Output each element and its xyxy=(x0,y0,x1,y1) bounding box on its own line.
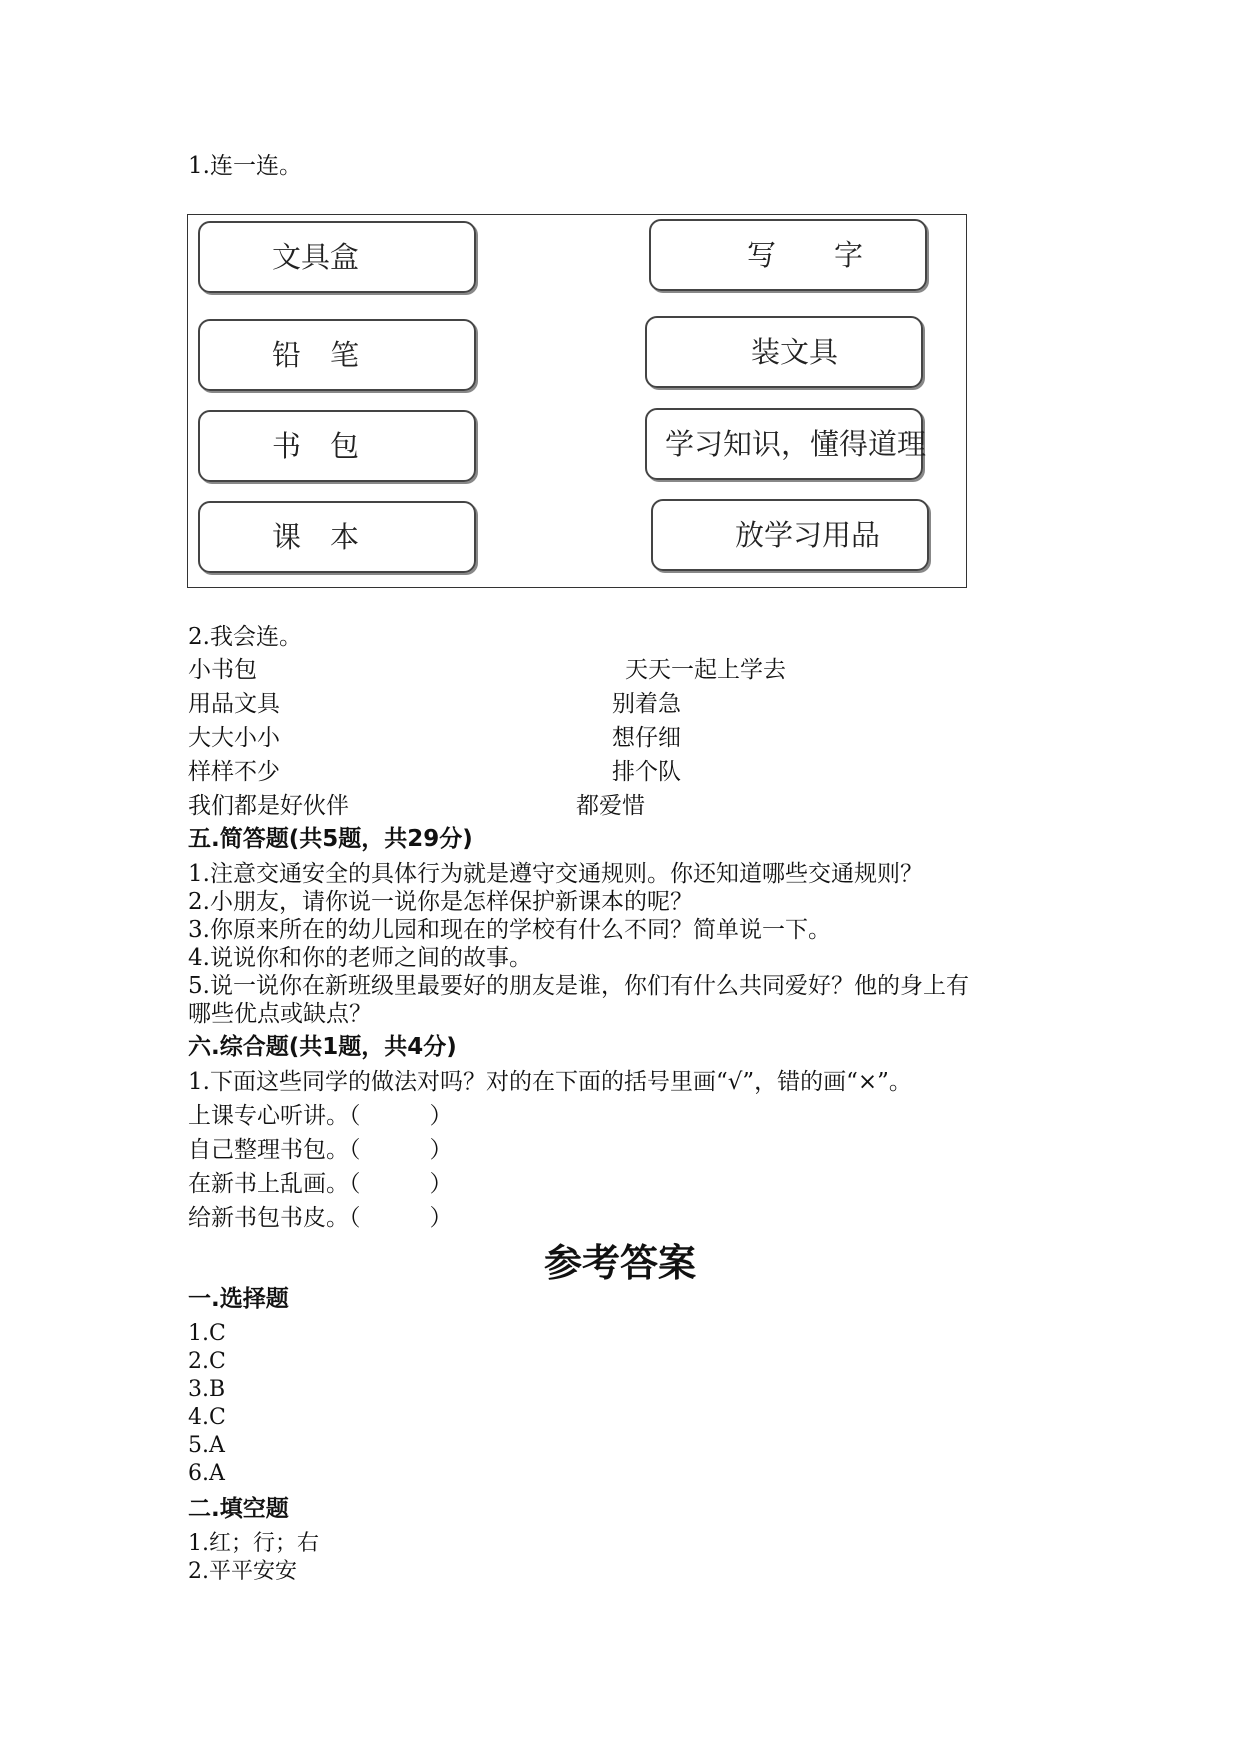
sec6-item-2: 自己整理书包。（ ） xyxy=(188,1137,453,1163)
answer-2-1: 1.红；行；右 xyxy=(188,1531,319,1556)
match-right-box-4: 放学习用品 xyxy=(651,499,929,571)
q2-left-3: 大大小小 xyxy=(188,725,280,751)
section-6-title: 六.综合题(共1题，共4分) xyxy=(188,1034,457,1060)
q2-left-2: 用品文具 xyxy=(188,691,280,717)
q2-left-5: 我们都是好伙伴 xyxy=(188,793,349,819)
match-right-box-2: 装文具 xyxy=(645,316,923,388)
sec5-item-4: 4.说说你和你的老师之间的故事。 xyxy=(188,945,532,971)
match-left-box-3: 书 包 xyxy=(198,410,476,482)
sec5-item-5-cont: 哪些优点或缺点？ xyxy=(188,1001,372,1027)
sec5-item-1: 1.注意交通安全的具体行为就是遵守交通规则。你还知道哪些交通规则？ xyxy=(188,861,923,887)
sec5-item-3: 3.你原来所在的幼儿园和现在的学校有什么不同？简单说一下。 xyxy=(188,917,831,943)
sec5-item-5: 5.说一说你在新班级里最要好的朋友是谁，你们有什么共同爱好？他的身上有 xyxy=(188,973,969,999)
answer-1-2: 2.C xyxy=(188,1349,226,1374)
q1-title: 1.连一连。 xyxy=(188,153,302,179)
answer-section-2-title: 二.填空题 xyxy=(188,1496,289,1522)
sec6-item-4: 给新书包书皮。（ ） xyxy=(188,1205,453,1231)
matching-frame xyxy=(187,214,967,588)
q2-title: 2.我会连。 xyxy=(188,624,302,650)
match-left-box-2: 铅 笔 xyxy=(198,319,476,391)
section-5-title: 五.简答题(共5题，共29分) xyxy=(188,826,473,852)
match-right-box-1: 写 字 xyxy=(649,219,927,291)
q2-left-4: 样样不少 xyxy=(188,759,280,785)
answer-1-6: 6.A xyxy=(188,1461,225,1486)
match-right-box-3: 学习知识，懂得道理 xyxy=(645,408,923,480)
sec6-item-1: 上课专心听讲。（ ） xyxy=(188,1103,453,1129)
answer-1-5: 5.A xyxy=(188,1433,225,1458)
match-left-box-1: 文具盒 xyxy=(198,221,476,293)
sec6-question: 1.下面这些同学的做法对吗？对的在下面的括号里画“√”，错的画“×”。 xyxy=(188,1069,912,1095)
answer-section-1-title: 一.选择题 xyxy=(188,1286,289,1312)
answer-2-2: 2.平平安安 xyxy=(188,1559,297,1584)
q2-right-4: 排个队 xyxy=(612,759,681,785)
q2-right-1: 天天一起上学去 xyxy=(625,657,786,683)
answer-1-4: 4.C xyxy=(188,1405,226,1430)
sec6-item-3: 在新书上乱画。（ ） xyxy=(188,1171,453,1197)
answer-1-1: 1.C xyxy=(188,1321,226,1346)
q2-right-3: 想仔细 xyxy=(612,725,681,751)
match-left-box-4: 课 本 xyxy=(198,501,476,573)
q2-right-2: 别着急 xyxy=(612,691,681,717)
q2-right-5: 都爱惜 xyxy=(576,793,645,819)
answer-key-title: 参考答案 xyxy=(543,1240,696,1285)
sec5-item-2: 2.小朋友，请你说一说你是怎样保护新课本的呢？ xyxy=(188,889,693,915)
q2-left-1: 小书包 xyxy=(188,657,257,683)
answer-1-3: 3.B xyxy=(188,1377,226,1402)
